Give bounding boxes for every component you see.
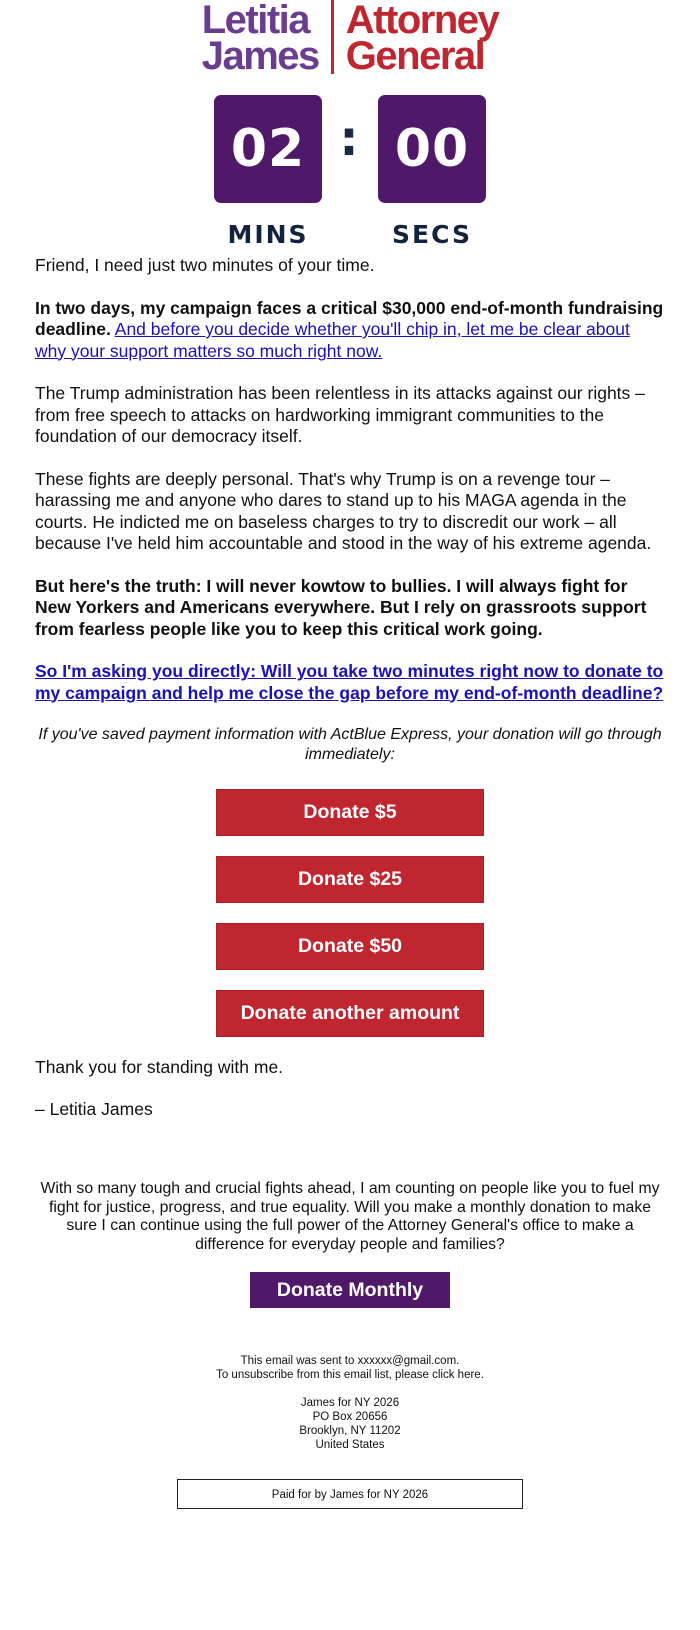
deadline-paragraph <box>35 298 665 363</box>
logo-name-line2: James <box>201 34 319 78</box>
countdown-minutes: 02 <box>214 95 322 203</box>
donate-button-group <box>0 789 700 1057</box>
countdown-separator: : <box>339 111 359 167</box>
greeting: Friend, I need just two minutes of your time. <box>35 255 375 275</box>
countdown-minutes-label: MINS <box>227 220 309 249</box>
donate-other-amount-button[interactable]: Donate another amount <box>216 990 484 1037</box>
logo-title-line1: Attorney <box>345 0 499 42</box>
truth-paragraph <box>35 576 665 641</box>
donate-25-button[interactable]: Donate $25 <box>216 856 484 903</box>
truth-bold-text: But here's the truth: I will never kowtow to bullies. I will always fight for New Yorkers and Americans everywhere. But I rely on grassroots support from fearless people like you to keep this critical work going. <box>35 575 647 639</box>
donate-50-button[interactable]: Donate $50 <box>216 923 484 970</box>
deadline-bold-text: In two days, my campaign faces a critical $30,000 end-of-month fundraising deadline. <box>35 297 664 339</box>
revenge-tour-paragraph: These fights are deeply personal. That's why Trump is on a revenge tour – harassing me and anyone who dares to stand up to his MAGA agenda in the courts. He indicted me on baseless charges to try to discredit our work – all because I've held him accountable and stood in the way of his extreme agenda. <box>35 468 652 553</box>
logo-title-line2: General <box>345 34 485 78</box>
donate-5-button[interactable]: Donate $5 <box>216 789 484 836</box>
chip-in-link[interactable]: And before you decide whether you'll chip in, let me be clear about why your support matters so much right now. <box>35 319 630 361</box>
signature: – Letitia James <box>35 1099 153 1119</box>
thanks-text: Thank you for standing with me. <box>35 1057 284 1077</box>
email-footer <box>0 1354 700 1509</box>
monthly-appeal: With so many tough and crucial fights ahead, I am counting on people like you to fuel my fight for justice, progress, and true equality. Will you make a monthly donation to make sure I can continue using the full power of the Attorney General's office to make a difference for everyday people and families? <box>40 1180 660 1253</box>
address-city: Brooklyn, NY 11202 <box>299 1425 401 1437</box>
paid-for-disclaimer: Paid for by James for NY 2026 <box>177 1479 523 1509</box>
campaign-logo <box>0 0 700 80</box>
countdown-seconds-label: SECS <box>392 220 472 249</box>
logo-name <box>201 0 331 78</box>
mailing-address <box>0 1396 700 1452</box>
actblue-express-note: If you've saved payment information with ActBlue Express, your donation will go through immediately: <box>38 726 662 763</box>
message-content <box>0 255 700 704</box>
address-po-box: PO Box 20656 <box>312 1411 388 1423</box>
logo-title <box>334 0 499 78</box>
ask-paragraph <box>35 661 665 704</box>
countdown-seconds: 00 <box>378 95 486 203</box>
signoff <box>0 1057 700 1120</box>
logo-name-line1: Letitia <box>201 0 310 42</box>
address-org: James for NY 2026 <box>300 1397 400 1409</box>
sent-to-text: This email was sent to xxxxxx@gmail.com. <box>240 1355 460 1367</box>
donate-monthly-button[interactable]: Donate Monthly <box>250 1272 450 1308</box>
countdown-timer <box>0 95 700 255</box>
address-country: United States <box>315 1439 385 1451</box>
unsubscribe-link[interactable]: To unsubscribe from this email list, please click here. <box>216 1369 484 1381</box>
administration-paragraph: The Trump administration has been relentless in its attacks against our rights – from free speech to attacks on hardworking immigrant communities to the foundation of our democracy itself. <box>35 383 645 446</box>
donate-ask-link[interactable]: So I'm asking you directly: Will you take two minutes right now to donate to my campaign and help me close the gap before my end-of-month deadline? <box>35 661 664 703</box>
